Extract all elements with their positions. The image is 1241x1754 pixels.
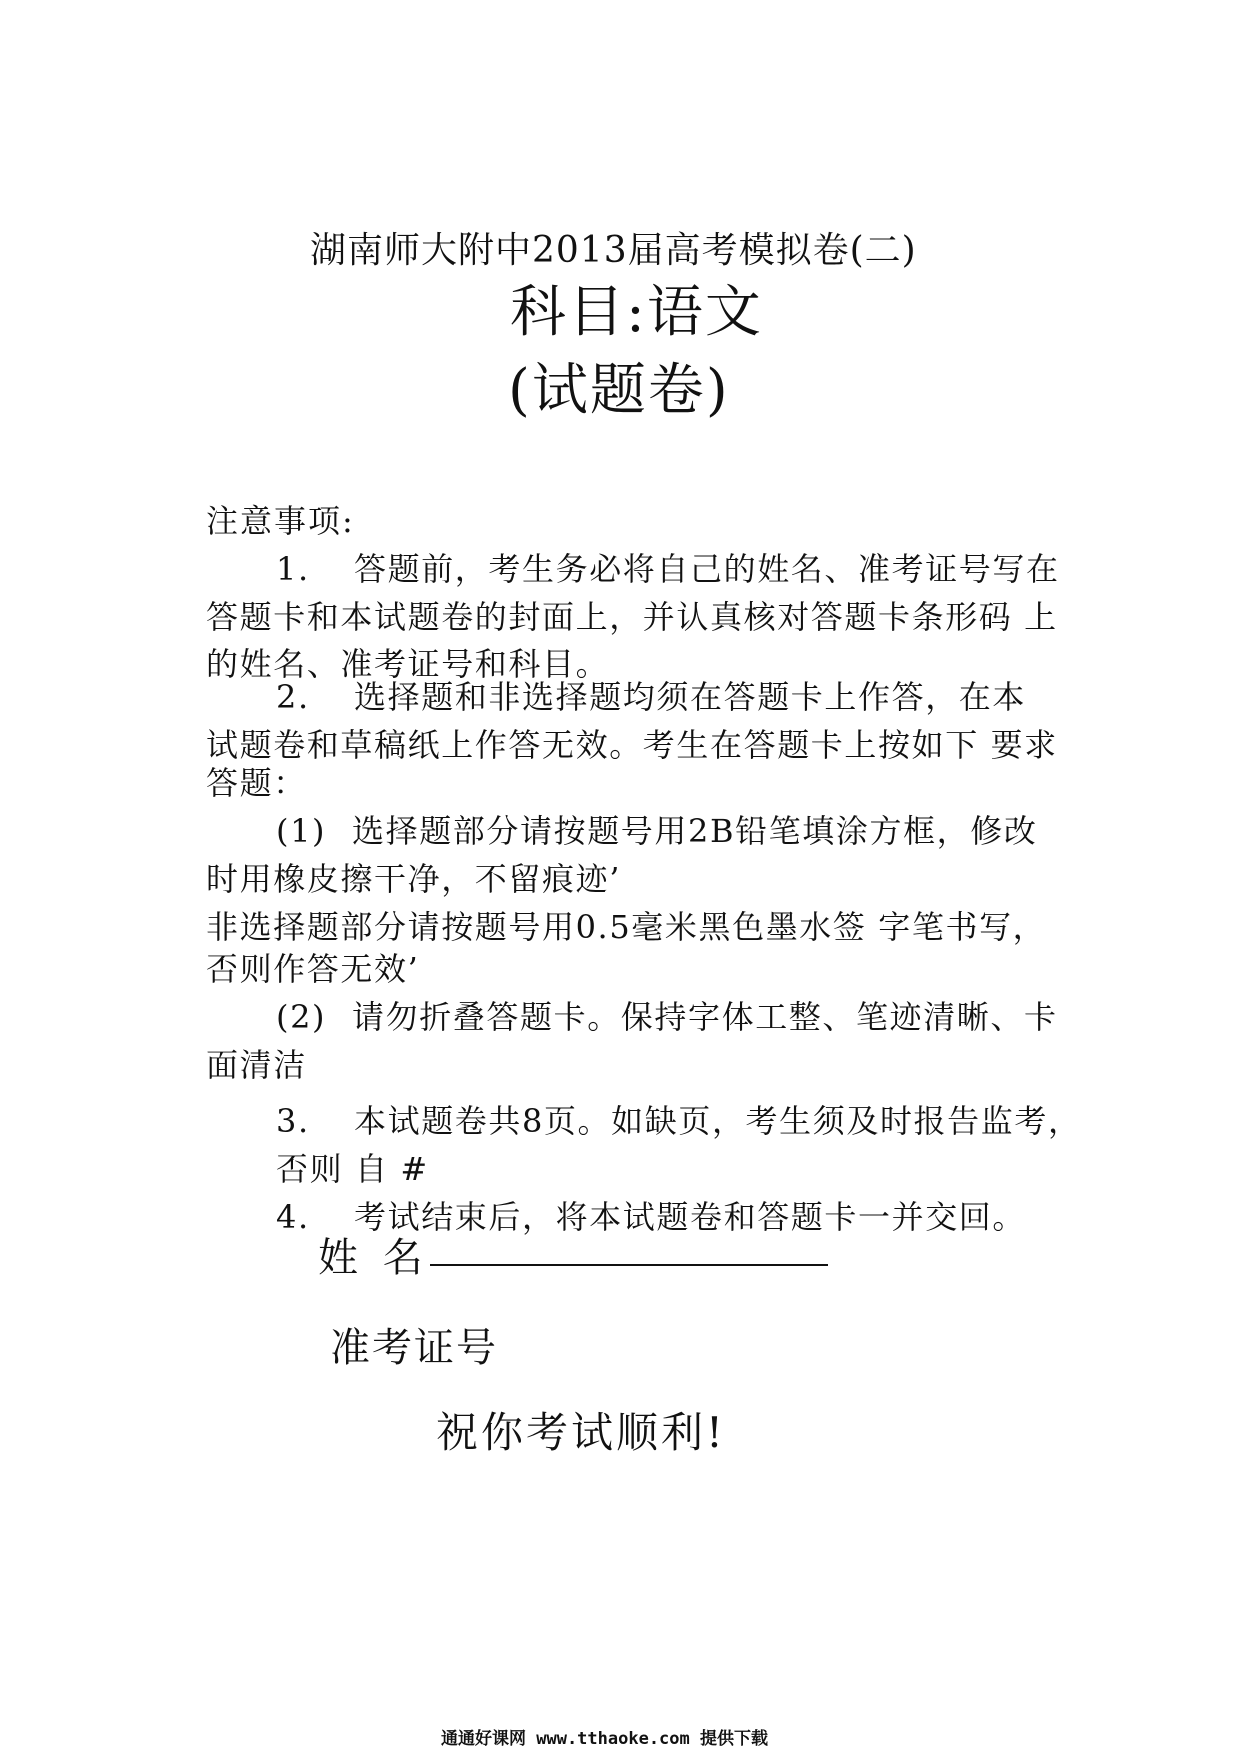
footer-source: 通通好课网 www.tthaoke.com 提供下载	[441, 1729, 768, 1749]
note-line: 否则作答无效’	[206, 950, 420, 988]
good-luck-message: 祝你考试顺利!	[436, 1408, 726, 1457]
note-line	[276, 544, 1060, 590]
note-text: 答题前，考生务必将自己的姓名、准考证号写在	[354, 550, 1060, 588]
note-text: 请勿折叠答题卡。保持字体工整、笔迹清晰、卡	[352, 998, 1058, 1036]
school-exam-title: 湖南师大附中2013届高考模拟卷(二)	[310, 230, 917, 271]
subject-title: 科目:语文	[510, 280, 763, 345]
note-line: 否则 自 #	[276, 1150, 429, 1188]
name-blank-line[interactable]	[430, 1264, 828, 1266]
note-number: (2)	[276, 998, 327, 1036]
name-label: 姓 名	[318, 1235, 429, 1281]
note-line: 试题卷和草稿纸上作答无效。考生在答题卡上按如下 要求	[206, 726, 1058, 764]
note-number: 3.	[276, 1102, 310, 1140]
notes-heading: 注意事项:	[206, 502, 355, 540]
paper-type-title: (试题卷)	[508, 358, 730, 423]
note-text: 本试题卷共8页。如缺页，考生须及时报告监考，	[354, 1102, 1082, 1140]
note-text: 选择题和非选择题均须在答题卡上作答，在本	[354, 678, 1027, 716]
note-line: 答题：	[206, 764, 307, 802]
note-text: 选择题部分请按题号用2B铅笔填涂方框，修改	[352, 812, 1038, 850]
note-line	[276, 806, 1037, 852]
note-number: 2.	[276, 678, 310, 716]
note-line	[276, 672, 1026, 718]
note-number: 4.	[276, 1198, 310, 1236]
note-number: (1)	[276, 812, 327, 850]
note-line: 的姓名、准考证号和科目。	[206, 645, 610, 683]
note-line: 答题卡和本试题卷的封面上，并认真核对答题卡条形码 上	[206, 598, 1058, 636]
note-line: 面清洁	[206, 1046, 307, 1084]
note-number: 1.	[276, 550, 310, 588]
note-text: 考试结束后，将本试题卷和答题卡一并交回。	[354, 1198, 1027, 1236]
exam-id-label: 准考证号	[330, 1325, 498, 1371]
note-line: 非选择题部分请按题号用0.5毫米黑色墨水签 字笔书写，	[206, 908, 1047, 946]
note-line	[276, 1096, 1082, 1142]
note-line	[276, 992, 1058, 1038]
note-line: 时用橡皮擦干净，不留痕迹’	[206, 860, 621, 898]
